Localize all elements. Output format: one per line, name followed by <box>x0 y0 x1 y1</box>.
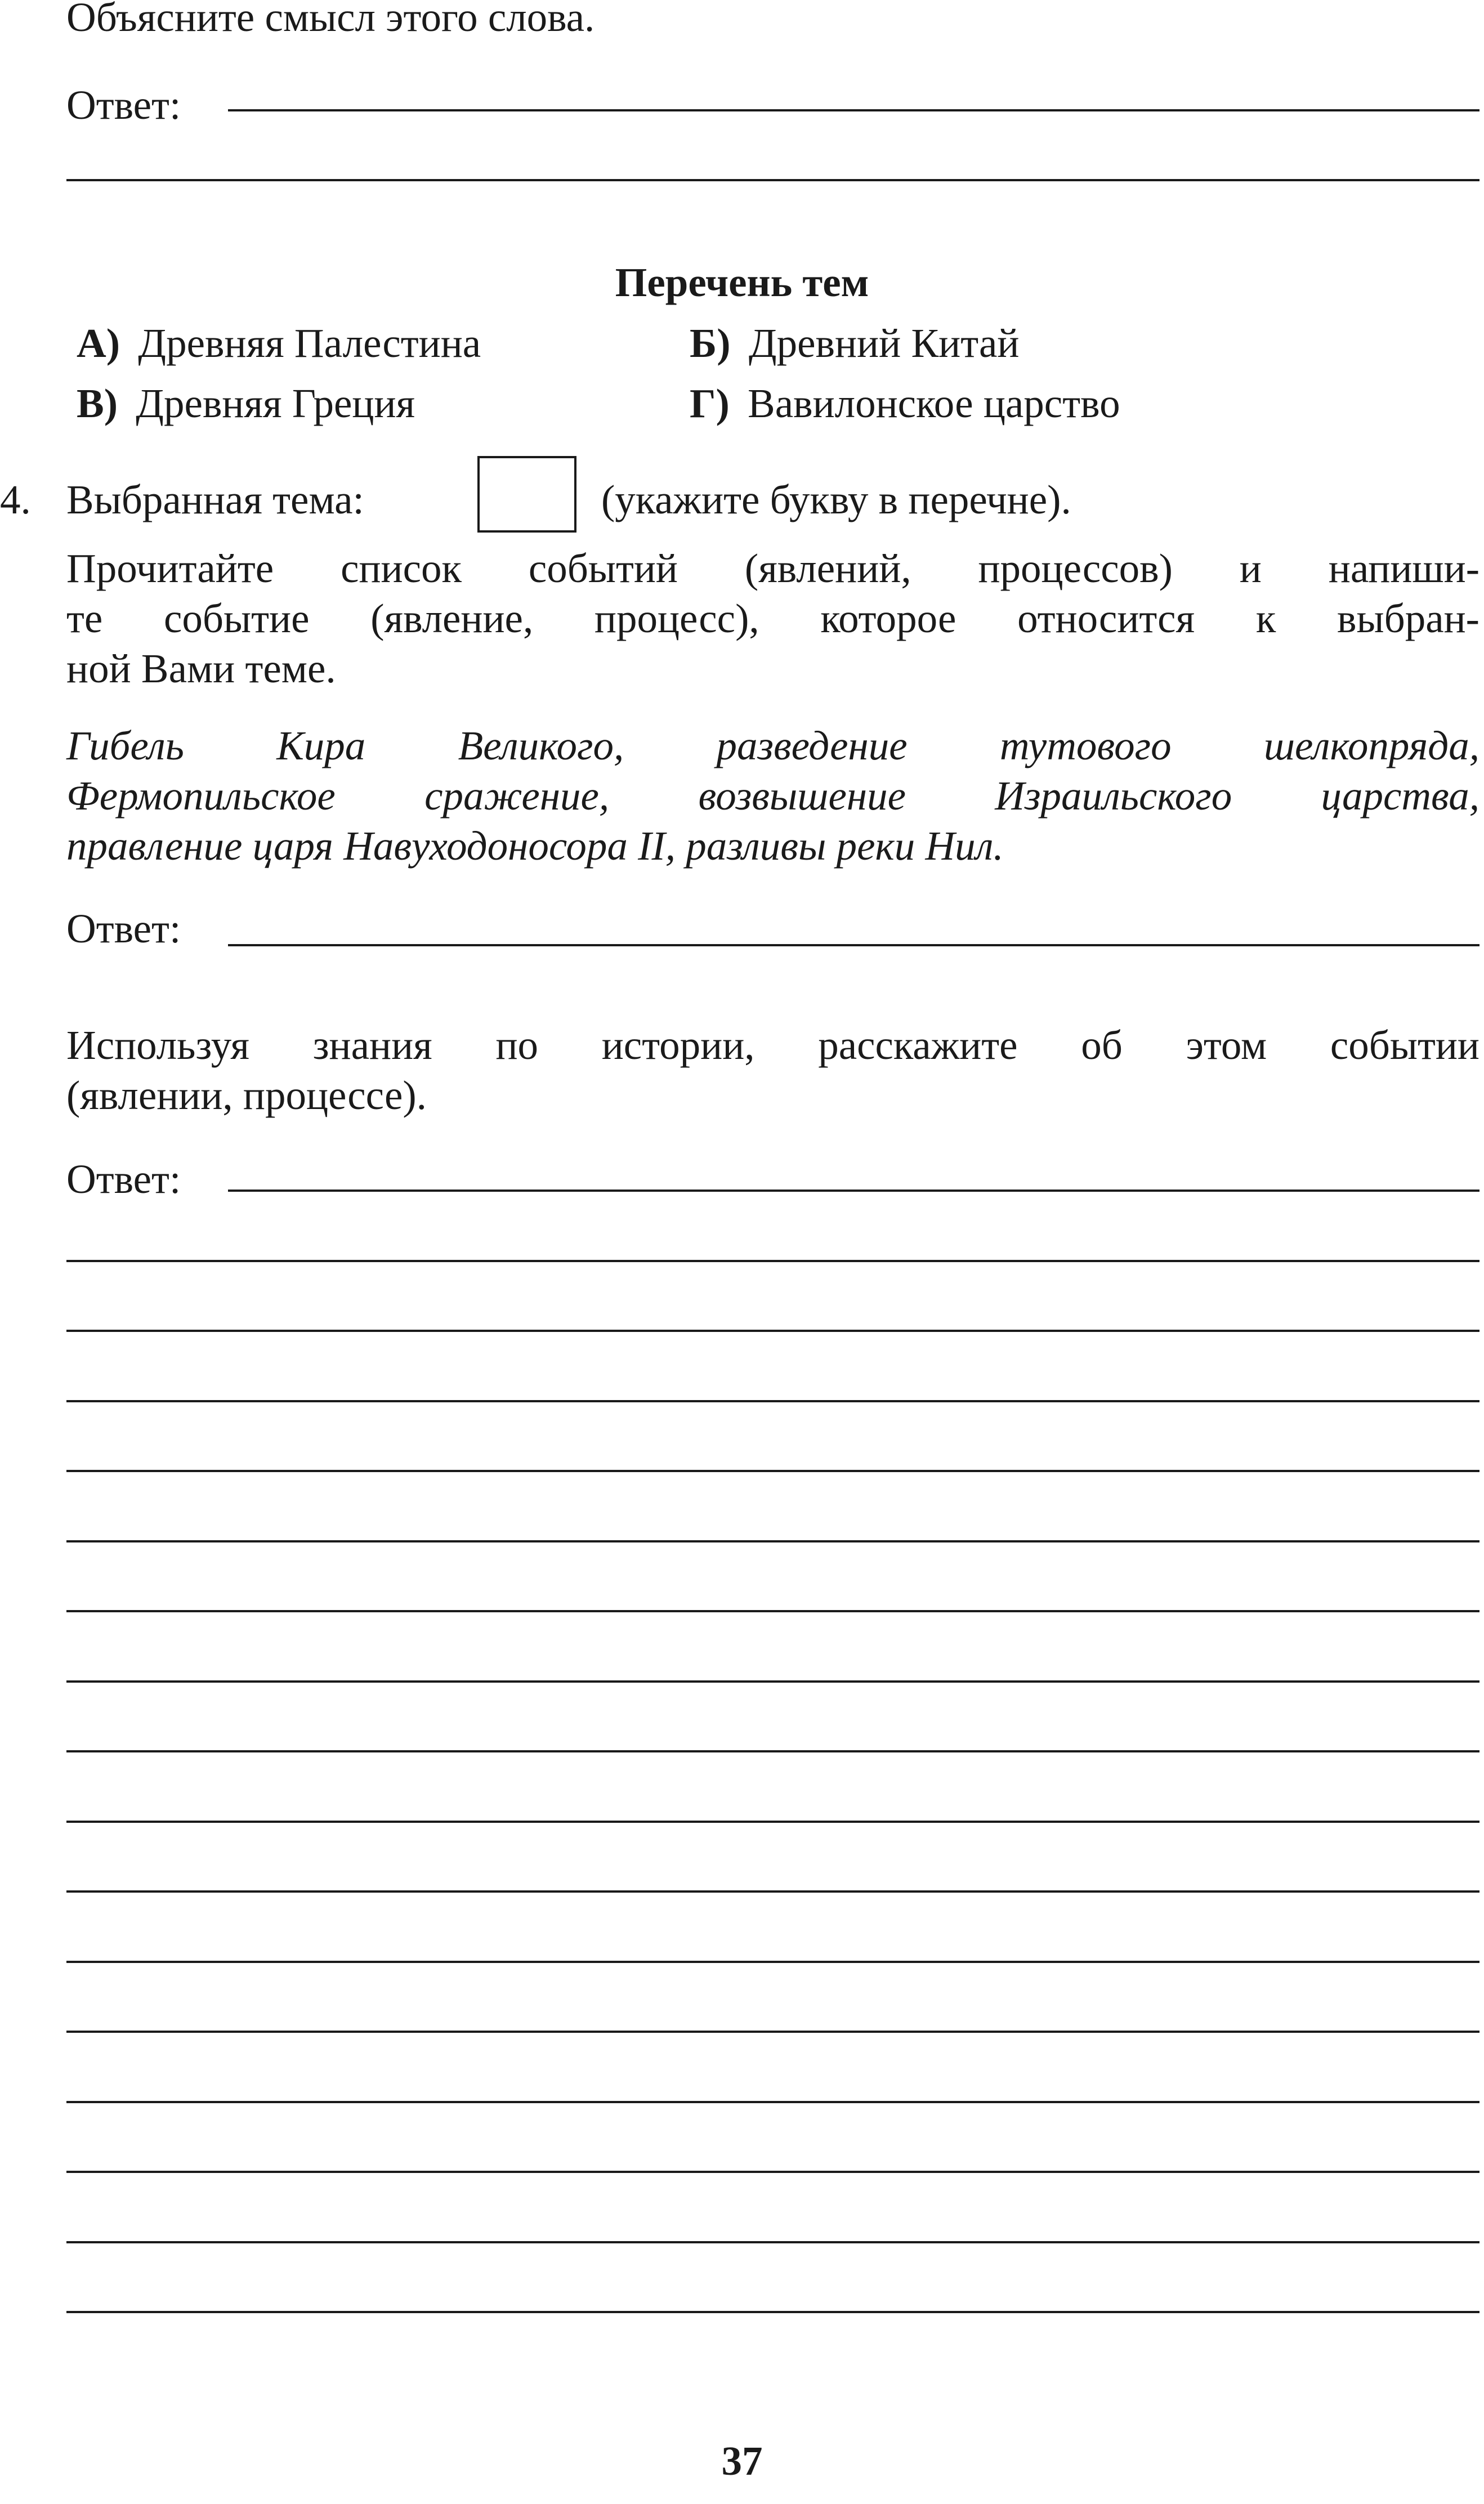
events-line-2: Фермопильское сражение, возвышение Израильского царства, <box>66 773 1479 819</box>
answer-line[interactable] <box>66 2171 1479 2173</box>
chosen-topic-box[interactable] <box>477 456 576 533</box>
answer-line[interactable] <box>66 1610 1479 1612</box>
topics-heading: Перечень тем <box>615 260 869 305</box>
events-line-1: Гибель Кира Великого, разведение тутового шелкопряда, <box>66 723 1479 768</box>
events-line-3: правление царя Навуходоносора II, разливы реки Нил. <box>66 823 1004 869</box>
question-tail: Объясните смысл этого слова. <box>66 0 595 40</box>
answer-line-top-2[interactable] <box>66 179 1479 181</box>
answer-line[interactable] <box>66 1400 1479 1402</box>
topic-item-b <box>690 320 1020 366</box>
instruction-line-1: Прочитайте список событий (явлений, процессов) и напиши- <box>66 545 1479 591</box>
answer-label-top: Ответ: <box>66 82 181 128</box>
answer-line[interactable] <box>66 1540 1479 1542</box>
topic-name: Древний Китай <box>748 320 1020 366</box>
answer-line-1[interactable] <box>228 944 1479 946</box>
instruction-line-2: те событие (явление, процесс), которое относится к выбран- <box>66 596 1479 641</box>
answer-line[interactable] <box>66 1821 1479 1823</box>
answer-line-top[interactable] <box>228 109 1479 111</box>
topic-name: Древняя Палестина <box>138 320 481 366</box>
topic-item-a <box>77 320 481 366</box>
instruction-line-3: ной Вами теме. <box>66 646 336 691</box>
page-number: 37 <box>721 2438 763 2484</box>
answer-line[interactable] <box>66 2031 1479 2033</box>
answer-line[interactable] <box>66 1961 1479 1963</box>
answer-line[interactable] <box>66 1260 1479 1262</box>
answer-line[interactable] <box>66 1890 1479 1893</box>
answer-line[interactable] <box>66 1680 1479 1683</box>
task-number: 4. <box>0 477 31 522</box>
topic-letter: В) <box>77 381 118 426</box>
topic-name: Вавилонское царство <box>748 381 1120 426</box>
answer-label-2: Ответ: <box>66 1156 181 1202</box>
question-line-1: Используя знания по истории, расскажите об этом событии <box>66 1022 1479 1068</box>
answer-line[interactable] <box>66 1750 1479 1752</box>
topic-name: Древняя Греция <box>136 381 415 426</box>
chosen-topic-label: Выбранная тема: <box>66 477 364 522</box>
answer-line[interactable] <box>66 2101 1479 2103</box>
answer-line[interactable] <box>66 2311 1479 2313</box>
answer-label-1: Ответ: <box>66 906 181 951</box>
question-line-2: (явлении, процессе). <box>66 1072 427 1118</box>
topic-letter: Г) <box>690 381 730 426</box>
topic-letter: Б) <box>690 320 731 366</box>
topic-letter: А) <box>77 320 120 366</box>
answer-line-2[interactable] <box>228 1190 1479 1192</box>
answer-line[interactable] <box>66 2241 1479 2243</box>
chosen-topic-hint: (укажите букву в перечне). <box>601 477 1071 522</box>
topic-item-v <box>77 383 415 424</box>
topic-item-g <box>690 383 1120 424</box>
answer-line[interactable] <box>66 1330 1479 1332</box>
answer-line[interactable] <box>66 1470 1479 1472</box>
